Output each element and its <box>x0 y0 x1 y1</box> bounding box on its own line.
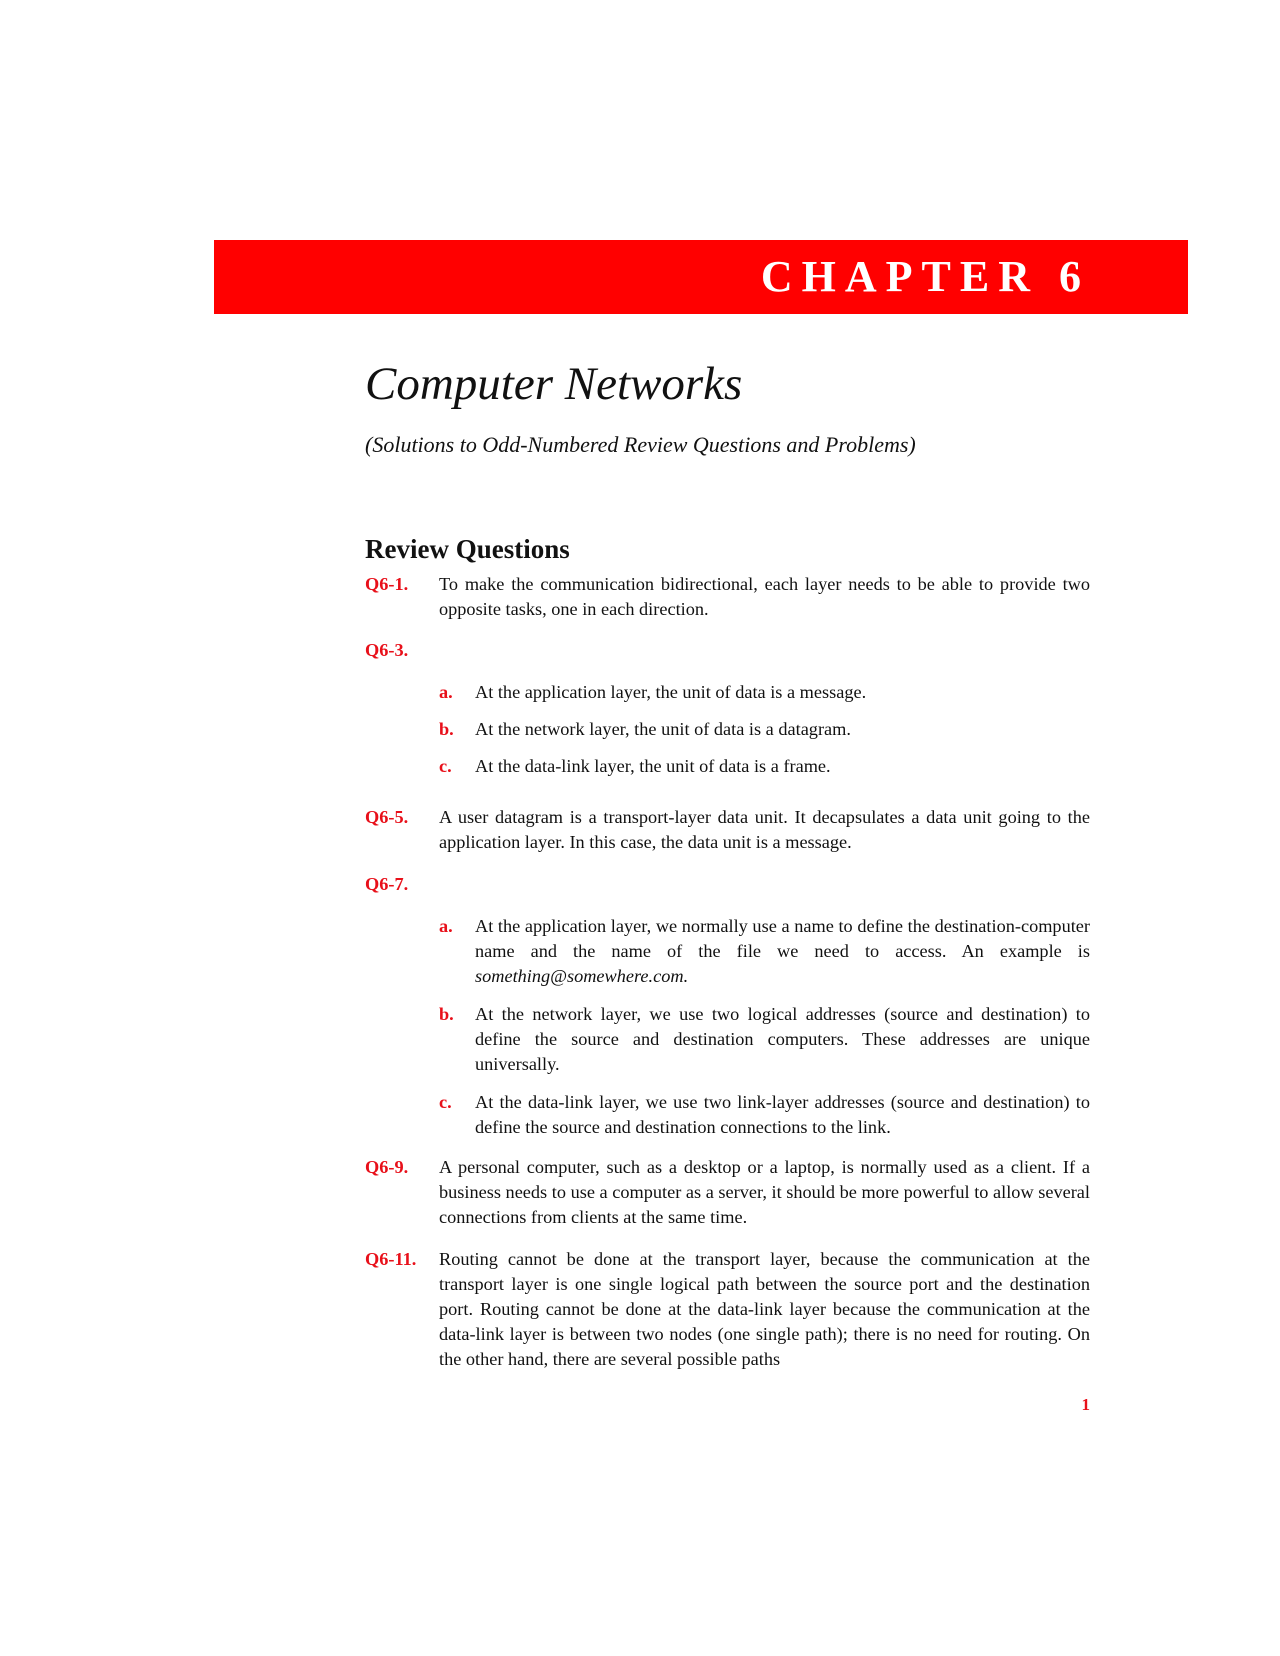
list-item <box>439 680 1090 705</box>
item-text: At the network layer, we use two logical addresses (source and destination) to define the source and destination computers. These addresses are unique universally. <box>475 1004 1090 1074</box>
answer-text: A personal computer, such as a desktop or a laptop, is normally used as a client. If a business needs to use a computer as a server, it should be more powerful to allow several connections from clients at the same time. <box>439 1157 1090 1227</box>
item-text <box>475 914 1090 989</box>
list-item <box>439 754 1090 779</box>
question-q6-1 <box>365 572 1090 622</box>
question-q6-9 <box>365 1155 1090 1230</box>
question-q6-11 <box>365 1247 1090 1372</box>
item-letter: c. <box>439 1092 452 1112</box>
chapter-banner <box>214 240 1188 314</box>
item-text-body: At the application layer, we normally use a name to define the destination-computer name and the name of the file we need to access. An example is <box>475 916 1090 961</box>
item-letter: a. <box>439 682 453 702</box>
item-text: At the network layer, the unit of data is a datagram. <box>475 719 851 739</box>
answer-text: A user datagram is a transport-layer data unit. It decapsulates a data unit going to the application layer. In this case, the data unit is a message. <box>439 807 1090 852</box>
list-item <box>439 1090 1090 1140</box>
section-heading: Review Questions <box>365 534 570 564</box>
answer-text: To make the communication bidirectional, each layer needs to be able to provide two opposite tasks, one in each direction. <box>439 574 1090 619</box>
page-subtitle: (Solutions to Odd-Numbered Review Questions and Problems) <box>365 432 916 457</box>
question-number: Q6-7. <box>365 874 409 894</box>
list-item <box>439 914 1090 989</box>
item-text: At the data-link layer, the unit of data is a frame. <box>475 756 831 776</box>
question-number: Q6-5. <box>365 807 409 827</box>
question-number: Q6-9. <box>365 1157 409 1177</box>
page-number: 1 <box>1081 1395 1090 1414</box>
question-number: Q6-11. <box>365 1249 417 1269</box>
item-text: At the data-link layer, we use two link-layer addresses (source and destination) to define the source and destination connections to the link. <box>475 1092 1090 1137</box>
answer-text: Routing cannot be done at the transport layer, because the communication at the transport layer is one single logical path between the source port and the destination port. Routing cannot be done at the data-link layer because the communication at the data-link layer is between two nodes (one single path); there is no need for routing. On the other hand, there are several possible paths <box>439 1249 1090 1369</box>
example-address: something@somewhere.com. <box>475 966 689 986</box>
item-letter: b. <box>439 1004 454 1024</box>
item-letter: b. <box>439 719 454 739</box>
item-letter: a. <box>439 916 453 936</box>
list-item <box>439 1002 1090 1077</box>
page-title: Computer Networks <box>365 358 743 410</box>
item-letter: c. <box>439 756 452 776</box>
chapter-label: CHAPTER 6 <box>760 252 1090 301</box>
item-text: At the application layer, the unit of data is a message. <box>475 682 867 702</box>
question-number: Q6-1. <box>365 574 409 594</box>
question-q6-5 <box>365 805 1090 855</box>
list-item <box>439 717 1090 742</box>
question-number: Q6-3. <box>365 640 409 660</box>
